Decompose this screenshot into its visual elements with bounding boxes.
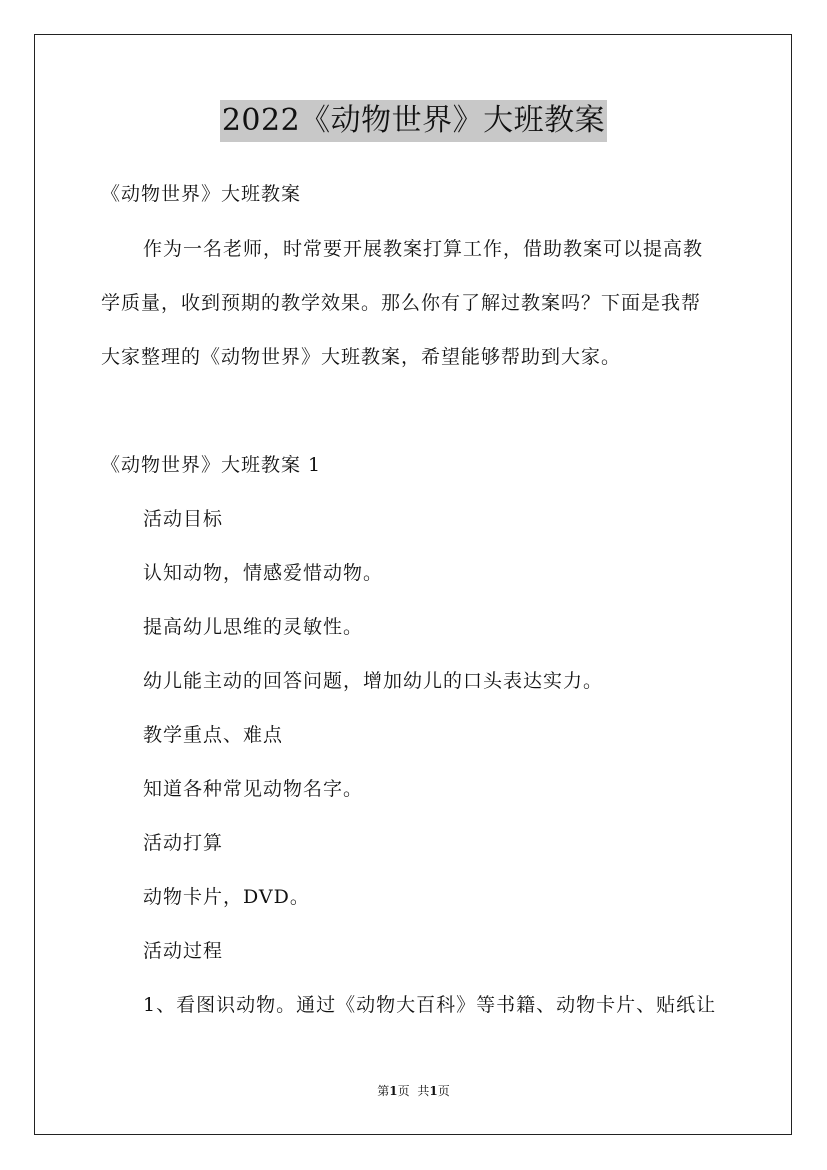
body-line: 活动打算 bbox=[143, 832, 224, 854]
body-line: 知道各种常见动物名字。 bbox=[143, 778, 364, 800]
footer-page-total: 1 bbox=[429, 1084, 438, 1098]
body-line: 1、看图识动物。通过《动物大百科》等书籍、动物卡片、贴纸让 bbox=[143, 994, 717, 1016]
intro-line-1: 作为一名老师，时常要开展教案打算工作，借助教案可以提高教 bbox=[143, 238, 704, 260]
intro-line-3: 大家整理的《动物世界》大班教案，希望能够帮助到大家。 bbox=[101, 346, 622, 368]
body-line: 认知动物，情感爱惜动物。 bbox=[143, 562, 384, 584]
document-title: 2022《动物世界》大班教案 bbox=[220, 100, 607, 142]
body-line: 幼儿能主动的回答问题，增加幼儿的口头表达实力。 bbox=[143, 670, 604, 692]
footer-page-suffix: 页 bbox=[397, 1084, 410, 1098]
footer-total-prefix: 共 bbox=[417, 1084, 430, 1098]
title-container bbox=[0, 100, 827, 142]
footer-page-prefix: 第 bbox=[377, 1084, 390, 1098]
footer-total-suffix: 页 bbox=[437, 1084, 450, 1098]
body-line: 活动过程 bbox=[143, 940, 224, 962]
body-line: 活动目标 bbox=[143, 508, 224, 530]
body-line: 提高幼儿思维的灵敏性。 bbox=[143, 616, 364, 638]
intro-line-2: 学质量，收到预期的教学效果。那么你有了解过教案吗？下面是我帮 bbox=[101, 292, 702, 314]
document-subtitle: 《动物世界》大班教案 bbox=[101, 183, 302, 205]
body-line: 动物卡片，DVD。 bbox=[143, 886, 310, 908]
section-heading: 《动物世界》大班教案 1 bbox=[101, 454, 322, 476]
page-footer bbox=[0, 1083, 827, 1099]
footer-page-current: 1 bbox=[389, 1084, 398, 1098]
body-line: 教学重点、难点 bbox=[143, 724, 284, 746]
